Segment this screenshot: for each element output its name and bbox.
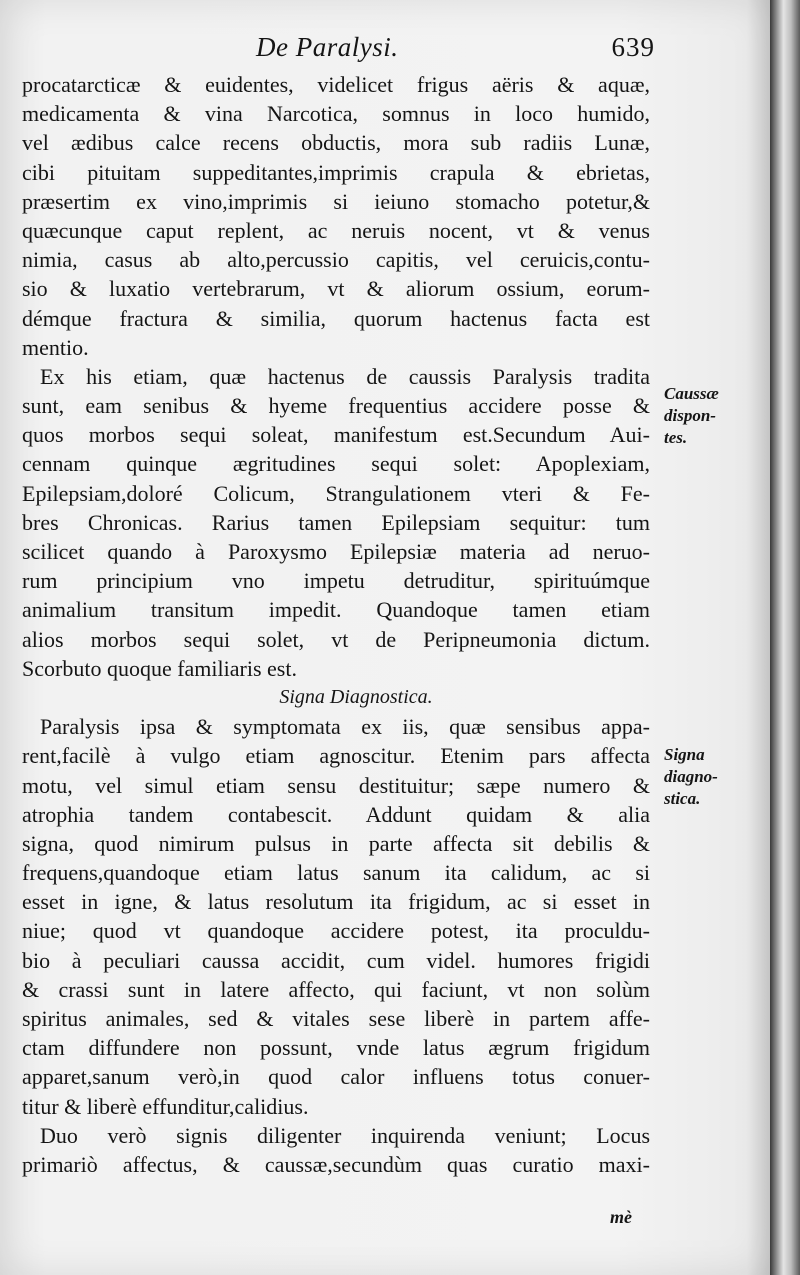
text-line: ctam diffundere non possunt, vnde latus ægrum frigidum — [22, 1035, 650, 1061]
text-line: sio & luxatio vertebrarum, vt & aliorum ossium, eorum- — [22, 276, 650, 302]
text-line: titur & liberè effunditur,calidius. — [22, 1093, 309, 1119]
margin-note-line: tes. — [664, 428, 688, 447]
margin-note-signs — [664, 744, 764, 810]
page-edge — [770, 0, 800, 1275]
text-line: démque fractura & similia, quorum hactenus facta est — [22, 305, 650, 331]
text-line: Scorbuto quoque familiaris est. — [22, 655, 297, 681]
text-line: signa, quod nimirum pulsus in parte affecta sit debilis & — [22, 830, 650, 856]
text-line: primariò affectus, & caussæ,secundùm quas curatio maxi- — [22, 1151, 650, 1177]
text-line: spiritus animales, sed & vitales sese liberè in partem affe- — [22, 1006, 650, 1031]
running-title: De Paralysi. — [256, 32, 399, 62]
text-line: motu, vel simul etiam sensu destituitur; sæpe numero & — [22, 772, 650, 798]
text-line: præsertim ex vino,imprimis si ieiuno stomacho potetur,& — [22, 188, 650, 214]
text-line: animalium transitum impedit. Quandoque tamen etiam — [22, 597, 650, 623]
text-line: quos morbos sequi soleat, manifestum est.Secundum Aui- — [22, 422, 650, 448]
text-line: medicamenta & vina Narcotica, somnus in loco humido, — [22, 101, 650, 127]
page-number: 639 — [611, 32, 655, 62]
text-line: scilicet quando à Paroxysmo Epilepsiæ materia ad neruo- — [22, 539, 650, 564]
text-line: Ex his etiam, quæ hactenus de caussis Paralysis tradita — [40, 363, 650, 389]
text-line: cibi pituitam suppeditantes,imprimis crapula & ebrietas, — [22, 159, 650, 185]
body-text — [22, 70, 650, 1179]
text-line: quæcunque caput replent, ac neruis nocent, vt & venus — [22, 217, 650, 243]
text-line: niue; quod vt quandoque accidere potest, ita proculdu- — [22, 918, 650, 944]
margin-note-line: diagno- — [664, 767, 718, 786]
margin-note-causes — [664, 383, 764, 449]
margin-note-line: dispon- — [664, 406, 716, 425]
catchword: mè — [610, 1207, 632, 1227]
text-line: bres Chronicas. Rarius tamen Epilepsiam sequitur: tum — [22, 509, 650, 535]
text-line: esset in igne, & latus resolutum ita frigidum, ac si esset in — [22, 889, 650, 915]
text-line: apparet,sanum verò,in quod calor influens totus conuer- — [22, 1064, 650, 1090]
text-line: procatarcticæ & euidentes, videlicet frigus aëris & aquæ, — [22, 72, 650, 97]
text-line: Duo verò signis diligenter inquirenda veniunt; Locus — [40, 1122, 650, 1148]
text-line: frequens,quandoque etiam latus sanum ita calidum, ac si — [22, 860, 650, 886]
text-line: nimia, casus ab alto,percussio capitis, vel ceruicis,contu- — [22, 247, 650, 273]
text-line: & crassi sunt in latere affecto, qui faciunt, vt non solùm — [22, 976, 650, 1002]
text-line: alios morbos sequi solet, vt de Peripneumonia dictum. — [22, 626, 650, 652]
text-line: mentio. — [22, 334, 89, 360]
text-line: Epilepsiam,doloré Colicum, Strangulationem vteri & Fe- — [22, 480, 650, 506]
text-line: bio à peculiari caussa accidit, cum videl. humores frigidi — [22, 947, 650, 973]
text-line: vel ædibus calce recens obductis, mora sub radiis Lunæ, — [22, 130, 650, 156]
text-line: rum principium vno impetu detruditur, spirituúmque — [22, 568, 650, 594]
margin-note-line: stica. — [664, 789, 701, 808]
text-line: Paralysis ipsa & symptomata ex iis, quæ sensibus appa- — [40, 714, 650, 740]
margin-note-line: Signa — [664, 745, 705, 764]
page-header — [20, 30, 660, 70]
section-heading: Signa Diagnostica. — [279, 685, 433, 708]
margin-note-line: Caussæ — [664, 384, 719, 403]
text-line: sunt, eam senibus & hyeme frequentius accidere posse & — [22, 393, 650, 419]
text-line: rent,facilè à vulgo etiam agnoscitur. Etenim pars affecta — [22, 743, 650, 769]
text-line: atrophia tandem contabescit. Addunt quidam & alia — [22, 801, 650, 827]
text-line: cennam quinque ægritudines sequi solet: Apoplexiam, — [22, 451, 650, 477]
